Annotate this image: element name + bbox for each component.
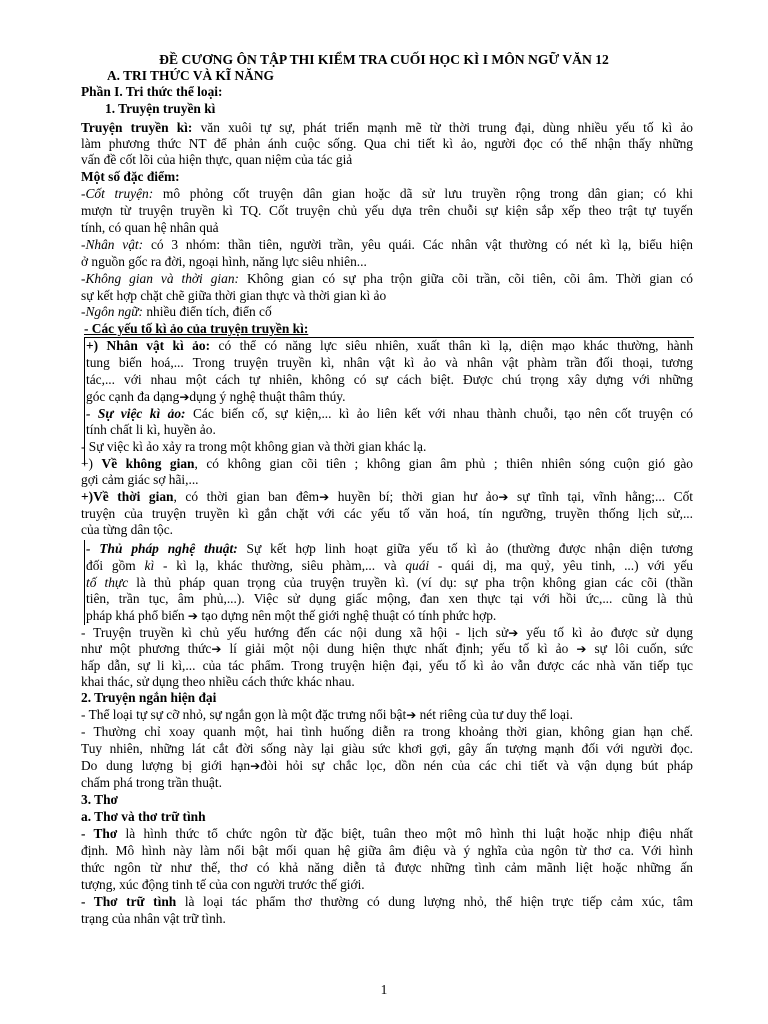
paragraph-text: , có thời gian ban đêm — [173, 489, 320, 504]
paragraph-text: - quái dị, ma quỷ, yêu tinh, ...) với yếu — [429, 558, 693, 573]
paragraph-text: tính chất li kì, huyền ảo. — [86, 422, 216, 437]
paragraph-text: sự tĩnh tại, vĩnh hằng;... Cốt — [508, 489, 693, 504]
paragraph-line — [86, 338, 693, 355]
paragraph-line — [81, 707, 693, 724]
paragraph-text: sự lôi cuốn, sức — [586, 641, 693, 656]
arrow-icon: ➔ — [406, 708, 417, 722]
paragraph-text: của từng dân tộc. — [81, 522, 174, 537]
paragraph-text: nét riêng của tư duy thể loại. — [416, 707, 574, 722]
item-1-heading — [105, 101, 717, 118]
paragraph-line — [81, 237, 693, 254]
paragraph-text: văn xuôi tự sự, phát triển mạnh mẽ từ thời trung đại, dùng nhiều yếu tố kì ảo — [192, 120, 694, 135]
paragraph-text: mô phỏng cốt truyện dân gian hoặc dã sử lưu truyền rộng trong dân gian; có khi — [153, 186, 693, 201]
paragraph-line — [86, 575, 693, 592]
paragraph-text: pháp khá phổ biến — [86, 608, 188, 623]
part-1-heading — [81, 84, 693, 101]
paragraph-text: làm phương thức NT để phản ánh cuộc sống. Qua chi tiết kì ảo, người đọc có thể nhận thấy những — [81, 136, 693, 151]
paragraph-line — [86, 558, 693, 575]
paragraph-text: Sự kết hợp linh hoạt giữa yếu tố kì ảo (thường được nhận diện tương — [237, 541, 693, 556]
paragraph-line — [81, 220, 693, 237]
part-1-text: Phần I. Tri thức thể loại: — [81, 84, 223, 99]
paragraph-text: hấp dẫn, sự li kì,... của tác phẩm. Trong truyện hiện đại, yếu tố kì ảo vẫn được các nhà văn tiếp tục — [81, 658, 693, 673]
element-label: - Sự việc kì ảo: — [86, 406, 186, 421]
arrow-icon: ➔ — [319, 490, 330, 504]
paragraph-text: truyện của truyện truyền kì gắn chặt với các yếu tố văn hoá, tín ngưỡng, truyền thống lịch sử,... — [81, 506, 693, 521]
paragraph-text: +) — [81, 456, 102, 471]
paragraph-text: yếu tố kì ảo được sử dụng — [518, 625, 693, 640]
paragraph-text: sự kết hợp chặt chẽ giữa thời gian thực và thời gian kì ảo — [81, 288, 387, 303]
paragraph-text: huyền bí; thời gian hư ảo — [329, 489, 499, 504]
item-3a-text: a. Thơ và thơ trữ tình — [81, 809, 206, 824]
characters-label: -Nhân vật: — [81, 237, 144, 252]
features-heading — [81, 169, 693, 186]
item-3a-heading — [81, 809, 693, 826]
paragraph-text: tố thực — [86, 575, 129, 590]
paragraph-text: có 3 nhóm: thần tiên, người trần, yêu quái. Các nhân vật thường có nét kì lạ, biểu hiện — [143, 237, 693, 252]
item-1-text: 1. Truyện truyền kì — [105, 101, 216, 116]
paragraph-line — [81, 439, 693, 456]
paragraph-text: thức ngôn từ như thế, thơ có khả năng diễn tả được những tình cảm mãnh liệt hoặc những ấn — [81, 860, 693, 875]
paragraph-line — [81, 843, 693, 860]
paragraph-line — [81, 271, 693, 288]
paragraph-text: Do dung lượng bị giới hạn — [81, 758, 251, 773]
paragraph-text: Tuy nhiên, những lát cắt đời sống này lại giàu sức khơi gợi, gây ấn tượng mạnh đối với người đọc. — [81, 741, 693, 756]
paragraph-line — [81, 152, 693, 169]
element-label: +) Nhân vật kì ảo: — [86, 338, 211, 353]
paragraph-text: như một phương thức — [81, 641, 212, 656]
paragraph-line — [81, 304, 693, 321]
paragraph-line — [81, 724, 693, 741]
language-label: -Ngôn ngữ: — [81, 304, 143, 319]
paragraph-line — [81, 625, 693, 642]
paragraph-text: khai thác, sử dụng theo nhiều cách thức khác nhau. — [81, 674, 355, 689]
paragraph-line — [86, 591, 693, 608]
document-title: ĐỀ CƯƠNG ÔN TẬP THI KIỂM TRA CUỐI HỌC KÌ I MÔN NGỮ VĂN 12 — [159, 52, 609, 67]
elements-heading-text: - Các yếu tố kì ảo của truyện truyền kì: — [84, 321, 309, 336]
arrow-icon: ➔ — [250, 759, 261, 773]
element-label: Về không gian — [101, 456, 195, 471]
arrow-icon: ➔ — [498, 490, 509, 504]
paragraph-text: tính, có quan hệ nhân quả — [81, 220, 219, 235]
paragraph-text: lí giải một nội dung hiện thực nhất định; yếu tố kì ảo — [221, 641, 577, 656]
paragraph-text: - Thường chỉ xoay quanh một, hai tình huống diễn ra trong khoảng thời gian, không gian hạn chế. — [81, 724, 693, 739]
plot-label: -Cốt truyện: — [81, 186, 154, 201]
paragraph-line — [81, 641, 693, 658]
paragraph-text: định. Mô hình này làm nổi bật mối quan hệ giữa âm điệu và ý nghĩa của ngôn từ thơ ca. Với hình — [81, 843, 693, 858]
paragraph-text: , có không gian cõi tiên ; không gian âm phủ ; thiên nhiên sóng cuộn gió gào — [194, 456, 693, 471]
section-a-text: A. TRI THỨC VÀ KĨ NĂNG — [107, 68, 274, 83]
paragraph-text: Không gian có sự pha trộn giữa cõi trần, cõi tiên, cõi âm. Thời gian có — [239, 271, 694, 286]
arrow-icon: ➔ — [187, 609, 198, 623]
paragraph-text: mượn từ truyện truyền kì TQ. Cốt truyện chủ yếu dựa trên chuỗi sự kiện sắp xếp theo trật tự tuyến — [81, 203, 693, 218]
element-label: +)Về thời gian — [81, 489, 174, 504]
paragraph-text: chấm phá trong trần thuật. — [81, 775, 222, 790]
paragraph-text: tiên, trần tục, âm phủ,...). Việc sử dụng giấc mộng, đan xen thực tại với hồi ức,... cũng là thủ — [86, 591, 693, 606]
item-2-heading — [81, 690, 693, 707]
arrow-icon: ➔ — [179, 390, 190, 404]
paragraph-text: góc cạnh đa dạng — [86, 389, 180, 404]
arrow-icon: ➔ — [508, 626, 519, 640]
paragraph-text: có thể có năng lực siêu nhiên, xuất thân kì lạ, diện mạo khác thường, hành — [210, 338, 694, 353]
item-2-text: 2. Truyện ngắn hiện đại — [81, 690, 217, 705]
page-number: 1 — [380, 982, 388, 997]
paragraph-text: tung biến hoá,... Trong truyện truyền kì, nhân vật kì ảo và nhân vật phàm trần đối thoại, tương — [86, 355, 693, 370]
paragraph-line — [86, 372, 693, 389]
paragraph-text: đối gồm — [86, 558, 145, 573]
paragraph-text: Các biến cố, sự kiện,... kì ảo liên kết với nhau thành chuỗi, tạo nên cốt truyện có — [185, 406, 693, 421]
paragraph-text: là hình thức tổ chức ngôn từ đặc biệt, tuân theo một mô hình thi luật hoặc nhịp điệu nhất — [117, 826, 693, 841]
paragraph-text: - Truyện truyền kì chủ yếu hướng đến các nội dung xã hội - lịch sử — [81, 625, 509, 640]
paragraph-line — [81, 120, 693, 137]
paragraph-line — [81, 658, 693, 675]
paragraph-line — [81, 877, 693, 894]
paragraph-line — [81, 775, 693, 792]
paragraph-text: - kì lạ, khác thường, siêu phàm,... và — [154, 558, 406, 573]
features-text: Một số đặc điểm: — [81, 169, 180, 184]
paragraph-line — [81, 758, 693, 775]
paragraph-line — [81, 911, 693, 928]
paragraph-line — [86, 608, 693, 625]
paragraph-text: kì — [144, 558, 155, 573]
item-3-text: 3. Thơ — [81, 792, 118, 807]
term-label: Truyện truyền kì: — [81, 120, 193, 135]
elements-heading — [84, 321, 696, 338]
paragraph-line — [81, 472, 693, 489]
paragraph-line — [81, 506, 693, 523]
paragraph-line — [81, 860, 693, 877]
paragraph-line — [81, 522, 693, 539]
paragraph-line — [86, 541, 693, 558]
paragraph-text: quái — [405, 558, 430, 573]
paragraph-text: vấn đề cốt lõi của hiện thực, quan niệm của tác giả — [81, 152, 353, 167]
paragraph-line — [81, 674, 693, 691]
element-label: - Thủ pháp nghệ thuật: — [86, 541, 238, 556]
arrow-icon: ➔ — [576, 642, 587, 656]
paragraph-line — [86, 355, 693, 372]
arrow-icon: ➔ — [211, 642, 222, 656]
paragraph-line — [81, 894, 693, 911]
paragraph-line — [81, 186, 693, 203]
paragraph-text: tượng, xúc động tinh tế của con người trước thế giới. — [81, 877, 365, 892]
paragraph-text: trạng của nhân vật trữ tình. — [81, 911, 226, 926]
paragraph-text: là loại tác phẩm thơ thường có dung lượng nhỏ, thể hiện trực tiếp cảm xúc, tâm — [176, 894, 693, 909]
paragraph-line — [81, 136, 693, 153]
paragraph-text: tác,... với nhau một cách tự nhiên, không có sự cách biệt. Được chú trọng xây dựng với những — [86, 372, 693, 387]
paragraph-line — [86, 406, 693, 423]
paragraph-line — [81, 456, 693, 473]
paragraph-line — [81, 288, 693, 305]
paragraph-text: - Thể loại tự sự cỡ nhỏ, sự ngắn gọn là một đặc trưng nổi bật — [81, 707, 407, 722]
table-border-left — [84, 540, 85, 625]
paragraph-line — [81, 489, 693, 506]
paragraph-text: dụng ý nghệ thuật thâm thúy. — [189, 389, 346, 404]
paragraph-text: - Sự việc kì ảo xảy ra trong một không gian và thời gian khác lạ. — [81, 439, 427, 454]
paragraph-text: đòi hỏi sự chắc lọc, dồn nén của các chi tiết và vận dụng bút pháp — [260, 758, 694, 773]
paragraph-line — [81, 254, 693, 271]
paragraph-line — [86, 389, 693, 406]
item-3-heading — [81, 792, 693, 809]
term-label: - Thơ — [81, 826, 118, 841]
paragraph-line — [81, 741, 693, 758]
paragraph-line — [81, 203, 693, 220]
paragraph-line — [86, 422, 693, 439]
term-label: - Thơ trữ tình — [81, 894, 177, 909]
paragraph-text: gợi cảm giác sợ hãi,... — [81, 472, 199, 487]
section-a-heading — [107, 68, 719, 85]
paragraph-line — [81, 826, 693, 843]
paragraph-text: ở nguồn gốc ra đời, ngoại hình, năng lực siêu nhiên... — [81, 254, 367, 269]
paragraph-text: tạo dựng nên một thế giới nghệ thuật có tính phức hợp. — [197, 608, 497, 623]
spacetime-label: -Không gian và thời gian: — [81, 271, 240, 286]
paragraph-text: nhiều điển tích, điển cố — [142, 304, 272, 319]
paragraph-text: là thủ pháp quan trọng của truyện truyền kì. (ví dụ: sự pha trộn không gian các cõi (thần — [128, 575, 693, 590]
